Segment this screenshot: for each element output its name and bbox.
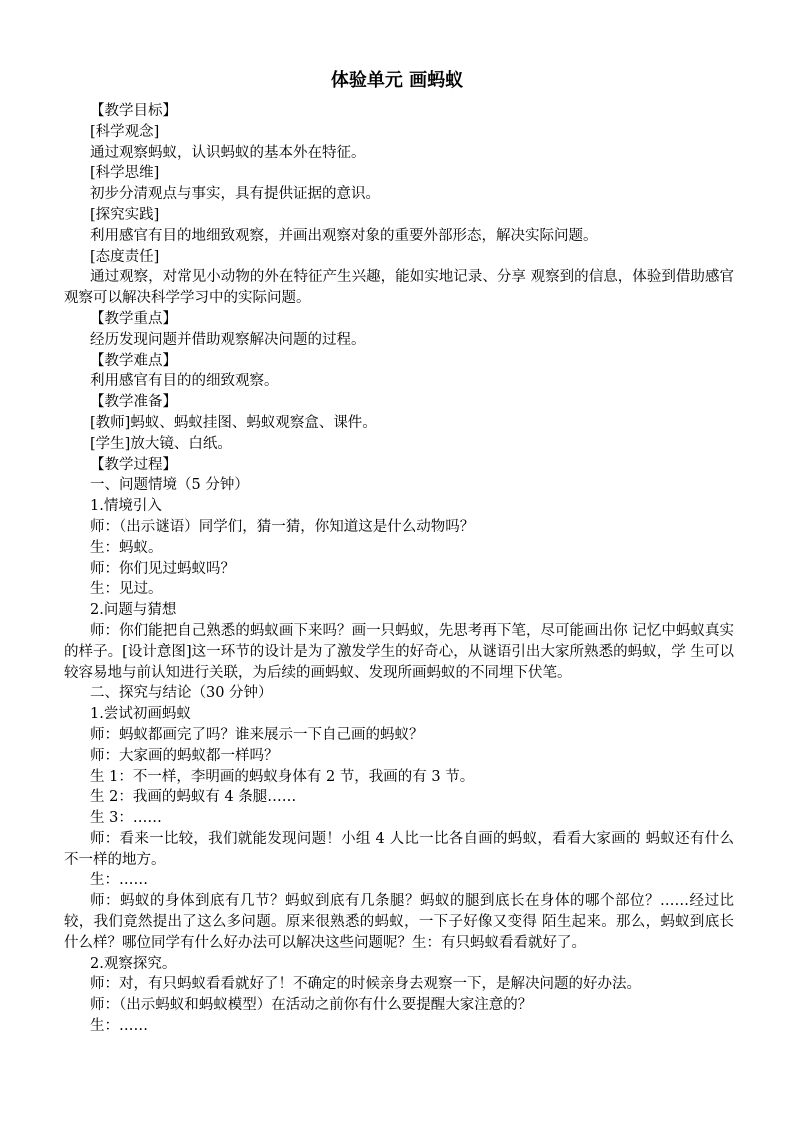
section-heading-objectives: 【教学目标】 [90,103,177,119]
dialogue-line: 师：（出示谜语）同学们，猜一猜，你知道这是什么动物吗？ [90,518,475,535]
text-line: 1.尝试初画蚂蚁 [90,706,191,723]
text-line: 利用感官有目的的细致观察。 [90,373,279,390]
dialogue-line: 师：（出示蚂蚁和蚂蚁模型）在活动之前你有什么要提醒大家注意的？ [90,997,533,1014]
dialogue-line: 师：大家画的蚂蚁都一样吗？ [90,747,279,764]
section-heading-process: 【教学过程】 [90,456,177,473]
paragraph-compare: 师：看来一比较，我们就能发现问题！小组 4 人比一比各自画的蚂蚁，看看大家画的 蚂蚁还有什么不一样的地方。 [64,830,734,868]
paragraph-questions: 师：蚂蚁的身体到底有几节？蚂蚁到底有几条腿？蚂蚁的腿到底长在身体的哪个部位？……经过比较，我们竟然提出了这么多问题。原来很熟悉的蚂蚁，一下子好像又变得 陌生起来。那么，蚂蚁到底长什么样？哪位同学有什么好办法可以解决这些问题呢？生：有只蚂蚁看看就好了。 [64,893,734,951]
text-line: [学生]放大镜、白纸。 [90,435,232,452]
dialogue-line: 生 1：不一样，李明画的蚂蚁身体有 2 节，我画的有 3 节。 [90,768,475,785]
dialogue-line: 生：蚂蚁。 [90,539,163,556]
section-heading-key-points: 【教学重点】 [90,310,177,327]
text-line: 通过观察蚂蚁，认识蚂蚁的基本外在特征。 [90,144,366,161]
text-line: 1.情境引入 [90,498,162,515]
subsection-heading: 一、问题情境（5 分钟） [90,477,249,494]
text-line: 利用感官有目的地细致观察，并画出观察对象的重要外部形态，解决实际问题。 [90,227,598,244]
paragraph-attitude: 通过观察，对常见小动物的外在特征产生兴趣，能如实地记录、分享 观察到的信息，体验到借助感官观察可以解决科学学习中的实际问题。 [64,269,734,307]
text-line: 2.问题与猜想 [90,602,177,619]
text-line: 初步分清观点与事实，具有提供证据的意识。 [90,186,380,203]
dialogue-line: 师：你们见过蚂蚁吗？ [90,560,235,577]
text-line: 2.观察探究。 [90,955,177,972]
dialogue-line: 生 3：…… [90,810,162,827]
document-body [64,101,734,1037]
dialogue-line: 生 2：我画的蚂蚁有 4 条腿…… [90,789,297,806]
text-line: 经历发现问题并借助观察解决问题的过程。 [90,331,366,348]
dialogue-line: 生：…… [90,1018,148,1035]
dialogue-line: 师：对，有只蚂蚁看看就好了！不确定的时候亲身去观察一下，是解决问题的好办法。 [90,976,641,993]
section-heading-difficulties: 【教学难点】 [90,352,177,369]
dialogue-line: 生：见过。 [90,581,163,598]
paragraph-drawing-prompt: 师：你们能把自己熟悉的蚂蚁画下来吗？画一只蚂蚁，先思考再下笔，尽可能画出你 记忆中蚂蚁真实的样子。[设计意图]这一环节的设计是为了激发学生的好奇心，从谜语引出大家所熟悉的蚂蚁，学 生可以较容易地与前认知进行关联，为后续的画蚂蚁、发现所画蚂蚁的不同埋下伏笔。 [64,622,734,681]
dialogue-line: 生：…… [90,872,148,889]
document-title: 体验单元 画蚂蚁 [330,70,464,91]
subheading-science-thinking: [科学思维] [90,165,160,182]
subheading-inquiry-practice: [探究实践] [90,206,160,223]
subsection-heading: 二、探究与结论（30 分钟） [90,685,273,702]
dialogue-line: 师：蚂蚁都画完了吗？谁来展示一下自己画的蚂蚁？ [90,726,424,743]
section-heading-preparation: 【教学准备】 [90,394,177,411]
text-line: [教师]蚂蚁、蚂蚁挂图、蚂蚁观察盒、课件。 [90,414,377,431]
subheading-attitude: [态度责任] [90,248,160,265]
subheading-science-concept: [科学观念] [90,123,160,140]
